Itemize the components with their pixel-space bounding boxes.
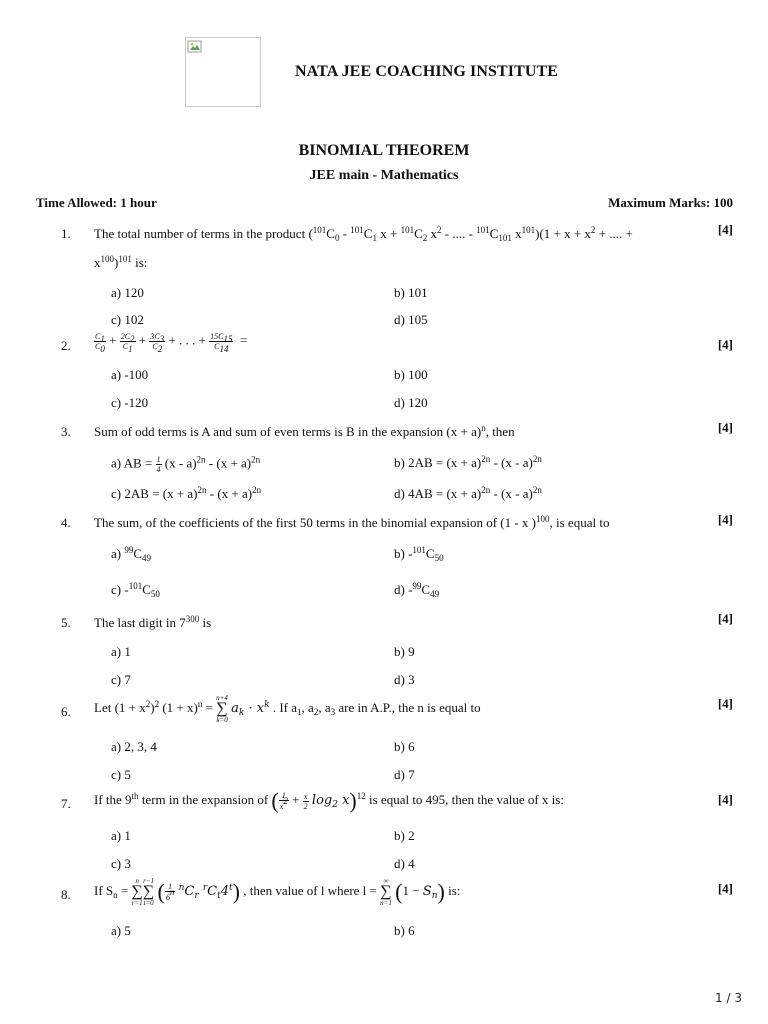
option-b: b) $-^{101}C_{50}$ <box>394 545 444 563</box>
page-indicator: 1 / 3 <box>715 991 742 1005</box>
option-a: a) 2, 3, 4 <box>111 739 157 754</box>
option-a: a) 120 <box>111 285 144 300</box>
option-b: b) 6 <box>394 739 415 754</box>
option-c: c) 102 <box>111 312 144 327</box>
question-marks: [4] <box>717 420 733 435</box>
option-b: b) $2AB = (x + a)^{2n} - (x - a)^{2n}$ <box>394 454 542 470</box>
institute-name: NATA JEE COACHING INSTITUTE <box>295 63 559 80</box>
option-a: a) AB = $\frac{1}{4}$ $(x - a)^{2n} - (x + a)^{2n}$ <box>111 454 261 474</box>
option-a: a) $^{99}C_{49}$ <box>111 545 152 563</box>
question-marks: [4] <box>717 222 733 237</box>
question-8-text: If $S_n$ = n ∑ r=1 r−1 ∑ t=0 ( $\frac{1}{6^n}$ $^nC_r$ $^rC_t4^t$) , then value of l where l = ∞ ∑ n=1 $(1 - S_n)$ is: <box>94 877 461 907</box>
broken-image-icon <box>187 39 203 55</box>
option-c: c) $-^{101}C_{50}$ <box>111 581 160 599</box>
option-c: c) 7 <box>111 672 131 687</box>
question-marks: [4] <box>717 611 733 626</box>
question-number: 7. <box>61 796 71 811</box>
option-a: a) 1 <box>111 828 131 843</box>
option-d: d) 105 <box>394 312 428 327</box>
option-c: c) 5 <box>111 767 131 782</box>
question-marks: [4] <box>717 881 733 896</box>
option-c: c) $2AB = (x + a)^{2n} - (x + a)^{2n}$ <box>111 485 262 501</box>
question-number: 6. <box>61 704 71 719</box>
question-number: 8. <box>61 887 71 902</box>
question-2-formula: $\frac{C_1}{C_0}$ + $\frac{2C_2}{C_1}$ + $\frac{3C_3}{C_2}$ + . . . + $\frac{15C_{15}}{C_{14}}$ = <box>95 332 248 354</box>
option-b: b) 9 <box>394 644 415 659</box>
question-4-text: The sum, of the coefficients of the first 50 terms in the binomial expansion of (1 - x )$^{100}$, is equal to <box>94 514 610 530</box>
option-c: c) -120 <box>111 395 149 410</box>
question-1-text: The total number of terms in the product ($^{101}C_0 - ^{101}C_1$ $x + ^{101}C_2$ $x^2$ - .... - $^{101}C_{101}$ $x^{101})(1 + x + x^2$ + .... + <box>94 225 633 243</box>
question-number: 2. <box>61 338 71 353</box>
question-marks: [4] <box>717 337 733 352</box>
document-title: BINOMIAL THEOREM <box>298 142 470 159</box>
question-number: 3. <box>61 424 71 439</box>
question-5-text: The last digit in $7^{300}$ is <box>94 614 212 630</box>
question-number: 4. <box>61 515 71 530</box>
question-3-text: Sum of odd terms is A and sum of even terms is B in the expansion $(x + a)^n$, then <box>94 423 515 439</box>
option-b: b) 100 <box>394 367 428 382</box>
option-d: d) 120 <box>394 395 428 410</box>
institute-logo-image <box>185 37 261 107</box>
question-1-text-continued: $x^{100})^{101}$ is: <box>94 254 148 270</box>
question-marks: [4] <box>717 512 733 527</box>
question-6-text: Let $(1 + x^2)^2$ $(1 + x)^n$ = n+4 ∑ k=0 $a_k \cdot x^k$ . If $a_1$, $a_2$, $a_3$ are in A.P., the n is equal to <box>94 694 481 724</box>
document-subtitle: JEE main - Mathematics <box>309 168 459 183</box>
question-7-text: If the 9th term in the expansion of ( $\frac{1}{x^2}$ + $\frac{x}{2}$ $\log_2 x)^{12}$ is equal to 495, then the value of x is: <box>94 788 564 813</box>
option-b: b) 101 <box>394 285 428 300</box>
option-d: d) $-^{99}C_{49}$ <box>394 581 440 599</box>
option-a: a) -100 <box>111 367 149 382</box>
question-number: 1. <box>61 226 71 241</box>
option-b: b) 2 <box>394 828 415 843</box>
option-a: a) 1 <box>111 644 131 659</box>
maximum-marks: Maximum Marks: 100 <box>608 195 733 210</box>
question-marks: [4] <box>717 696 733 711</box>
option-d: d) 7 <box>394 767 415 782</box>
question-marks: [4] <box>717 792 733 807</box>
option-d: d) 4 <box>394 856 415 871</box>
option-b: b) 6 <box>394 923 415 938</box>
time-allowed: Time Allowed: 1 hour <box>36 195 157 210</box>
option-d: d) $4AB = (x + a)^{2n} - (x - a)^{2n}$ <box>394 485 542 501</box>
option-d: d) 3 <box>394 672 415 687</box>
option-a: a) 5 <box>111 923 131 938</box>
option-c: c) 3 <box>111 856 131 871</box>
question-number: 5. <box>61 615 71 630</box>
